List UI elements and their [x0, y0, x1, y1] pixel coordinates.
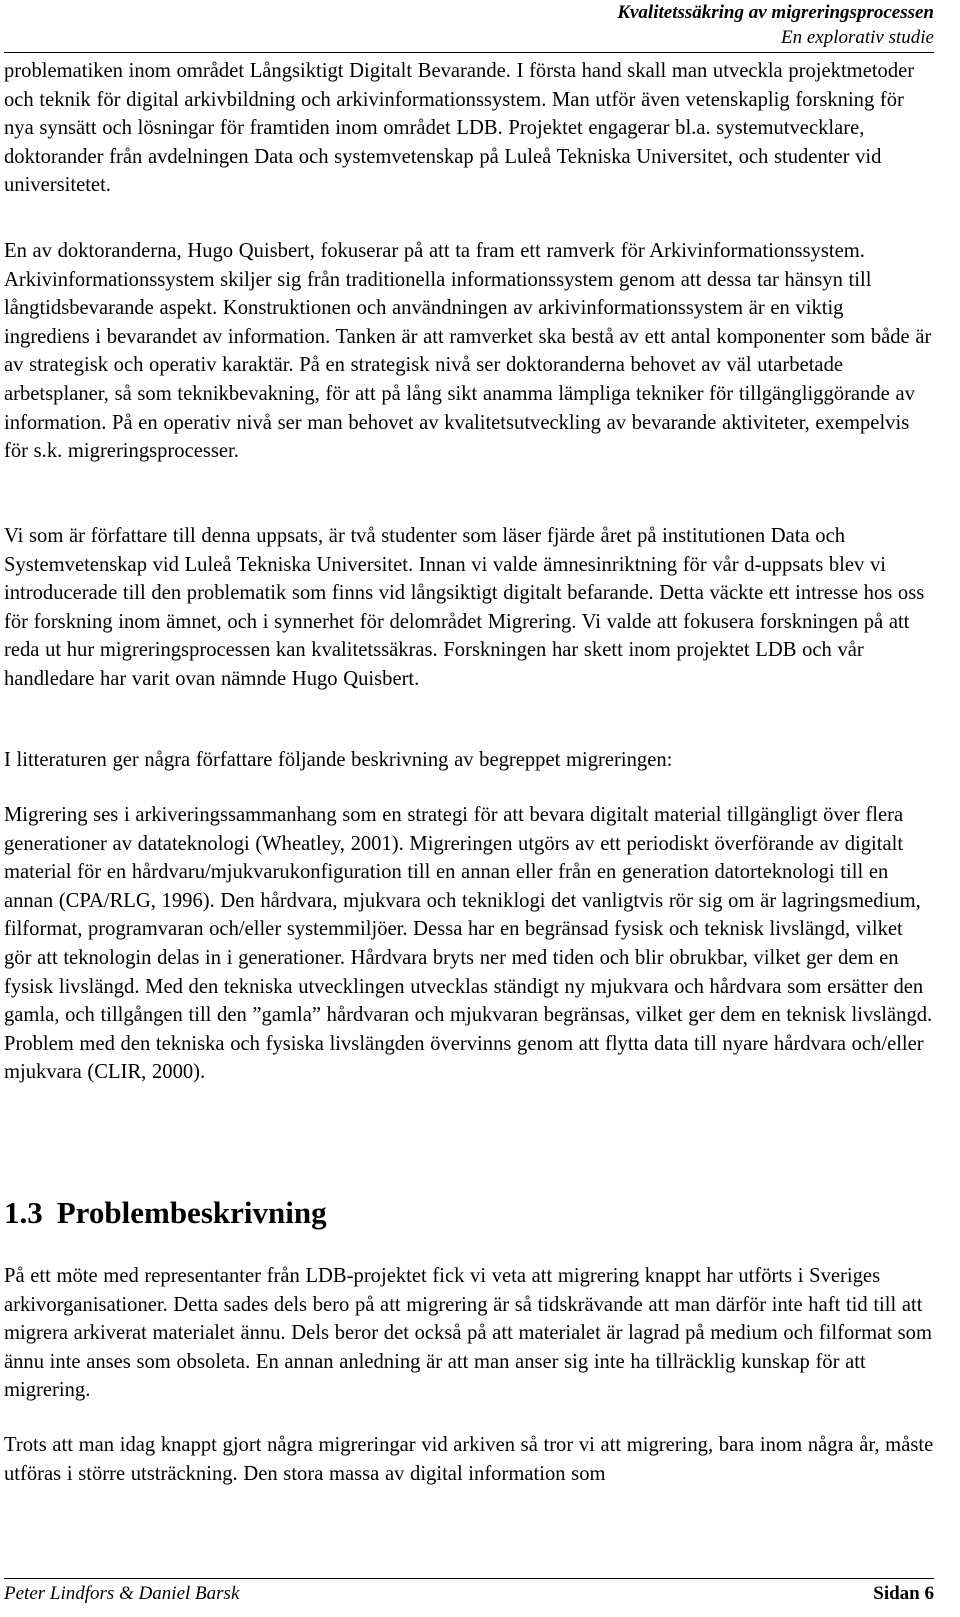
paragraph-migration-definition: Migrering ses i arkiveringssammanhang som en strategi för att bevara digitalt material tillgängligt över flera generationer av datateknologi (Wheatley, 2001). Migreringen utgörs av ett periodiskt överförande av digitalt material för en hårdvaru/mjukvarukonfiguration till en annan eller från en generation datorteknologi till en annan (CPA/RLG, 1996). Den hårdvara, mjukvara och tekniklogi det vanligtvis rör sig om är lagringsmedium, filformat, programvaran och/eller systemmiljöer. Dessa har en begränsad fysisk och teknisk livslängd, vilket gör att teknologin delas in i generationer. Hårdvara bryts ner med tiden och blir obrukbar, vilket ger dem en fysisk livslängd. Med den tekniska utvecklingen utvecklas ständigt ny mjukvara och hårdvara som ersätter den gamla, och tillgången till den ”gamla” hårdvaran och mjukvaran begränsas, vilket ger dem en teknisk livslängd. Problem med den tekniska och fysiska livslängden övervinns genom att flytta data till nyare hårdvara och/eller mjukvara (CLIR, 2000). — [4, 804, 933, 1084]
paragraph-hugo-quisbert: En av doktoranderna, Hugo Quisbert, fokuserar på att ta fram ett ramverk för Arkivinformationssystem. Arkivinformationssystem skiljer sig från traditionella informationssystem genom att dessa tar hänsyn till långtidsbevarande aspekt. Konstruktionen och användningen av arkivinformationssystem är en viktig ingrediens i bevarandet av information. Tanken är att ramverket ska bestå av ett antal komponenter som både är av strategisk och operativ karaktär. På en strategisk nivå ser doktoranderna behovet av väl utarbetade arbetsplaner, så som teknikbevakning, för att på lång sikt anamma lämpliga tekniker för tillgängliggörande av information. På en operativ nivå ser man behovet av kvalitetsutveckling av bevarande aktiviteter, exempelvis för s.k. migreringsprocesser. — [4, 240, 932, 463]
paragraph-problem-1: På ett möte med representanter från LDB-projektet fick vi veta att migrering knappt har utförts i Sveriges arkivorganisationer. Detta sades dels bero på att migrering är så tidskrävande att man därför inte haft tid till att migrera arkiverat materialet ännu. Dels beror det också på att materialet är lagrad på medium och filformat som ännu inte anses som obsoleta. En annan anledning är att man anser sig inte ha tillräcklig kunskap för att migrering. — [4, 1265, 932, 1402]
paragraph-literature-intro: I litteraturen ger några författare följande beskrivning av begreppet migreringen: — [4, 749, 673, 771]
footer-divider — [4, 1578, 934, 1579]
paragraph-ldb-project: problematiken inom området Långsiktigt Digitalt Bevarande. I första hand skall man utveckla projektmetoder och teknik för digital arkivbildning och arkivinformationssystem. Man utför även vetenskaplig forskning för nya synsätt och lösningar för framtiden inom området LDB. Projektet engagerar bl.a. systemutvecklare, doktorander från avdelningen Data och systemvetenskap på Luleå Tekniska Universitet, och studenter vid universitetet. — [4, 60, 915, 197]
page-number: Sidan 6 — [873, 1583, 934, 1604]
header-divider — [4, 52, 934, 53]
document-subtitle: En explorativ studie — [780, 27, 934, 48]
page-header — [617, 0, 934, 50]
footer-authors: Peter Lindfors & Daniel Barsk — [4, 1583, 240, 1604]
document-title: Kvalitetssäkring av migreringsprocessen — [617, 2, 934, 23]
page-footer — [4, 1580, 934, 1608]
paragraph-authors: Vi som är författare till denna uppsats, är två studenter som läser fjärde året på institutionen Data och Systemvetenskap vid Luleå Tekniska Universitet. Innan vi valde ämnesinriktning för vår d-uppsats blev vi introducerade till den problematik som finns vid långsiktigt digitalt befarande. Detta väckte ett intresse hos oss för forskning inom ämnet, och i synnerhet för delområdet Migrering. Vi valde att fokusera forskningen på att reda ut hur migreringsprocessen kan kvalitetssäkras. Forskningen har skett inom projektet LDB och vår handledare har varit ovan nämnde Hugo Quisbert. — [4, 525, 925, 690]
section-number: 1.3 — [4, 1195, 43, 1230]
section-heading — [4, 1195, 327, 1231]
paragraph-problem-2: Trots att man idag knappt gjort några migreringar vid arkiven så tror vi att migrering, bara inom några år, måste utföras i större utsträckning. Den stora massa av digital information som — [4, 1434, 934, 1485]
section-title: Problembeskrivning — [56, 1195, 327, 1230]
